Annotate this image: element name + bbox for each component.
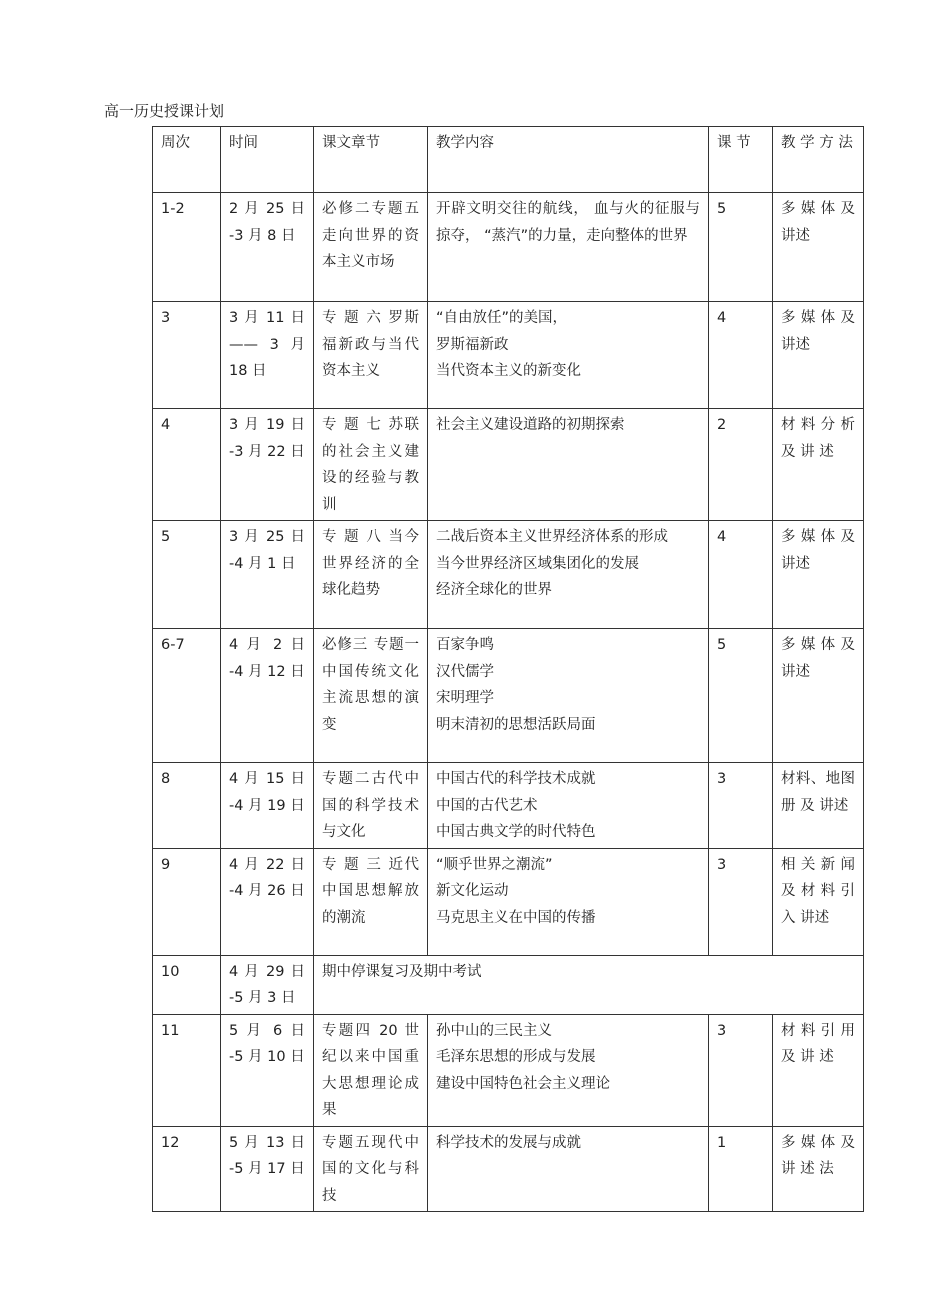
week-cell: 11: [153, 1014, 221, 1126]
header-row: [153, 127, 864, 193]
method-cell: 多 媒 体 及讲述: [773, 629, 864, 763]
chapter-cell: 专 题 六 罗斯福新政与当代资本主义: [314, 302, 428, 409]
content-line: 经济全球化的世界: [436, 582, 552, 598]
content-line: 中国古代的科学技术成就: [436, 771, 596, 787]
table-row: [153, 763, 864, 849]
content-line: 科学技术的发展与成就: [436, 1134, 581, 1151]
time-cell: 3 月 25 日 -4 月 1 日: [221, 521, 314, 629]
week-cell: 6-7: [153, 629, 221, 763]
chapter-cell: 专题四 20 世纪以来中国重大思想理论成果: [314, 1014, 428, 1126]
table-row: [153, 1126, 864, 1212]
content-line: 社会主义建设道路的初期探索: [436, 417, 625, 433]
time-cell: 5 月 6 日 -5 月 10 日: [221, 1014, 314, 1126]
table-row: [153, 409, 864, 521]
merged-cell: 期中停课复习及期中考试: [314, 955, 864, 1014]
week-cell: 9: [153, 848, 221, 955]
hours-cell: 3: [709, 763, 773, 849]
header-content: 教学内容: [428, 127, 709, 193]
week-cell: 10: [153, 955, 221, 1014]
chapter-cell: 专 题 七 苏联的社会主义建设的经验与教训: [314, 409, 428, 521]
hours-cell: 3: [709, 1014, 773, 1126]
chapter-cell: 必修二专题五走向世界的资本主义市场: [314, 193, 428, 302]
content-cell: [428, 629, 709, 763]
content-line: 宋明理学: [436, 690, 494, 706]
content-line: 开辟文明交往的航线， 血与火的征服与掠夺， “蒸汽”的力量，走向整体的世界: [436, 201, 700, 244]
method-cell: 材 料 引 用 及 讲 述: [773, 1014, 864, 1126]
week-cell: 3: [153, 302, 221, 409]
header-week: 周次: [153, 127, 221, 193]
chapter-cell: 专题二古代中国的科学技术与文化: [314, 763, 428, 849]
content-line: “顺乎世界之潮流”: [436, 856, 553, 873]
content-line: 当今世界经济区域集团化的发展: [436, 555, 639, 572]
week-cell: 5: [153, 521, 221, 629]
table-row: [153, 193, 864, 302]
content-line: 建设中国特色社会主义理论: [436, 1075, 610, 1092]
time-cell: 2 月 25 日 -3 月 8 日: [221, 193, 314, 302]
method-cell: 多 媒 体 及讲述: [773, 302, 864, 409]
content-line: 明末清初的思想活跃局面: [436, 716, 596, 733]
time-cell: 4 月 15 日 -4 月 19 日: [221, 763, 314, 849]
header-hours: 课 节: [709, 127, 773, 193]
time-cell: 5 月 13 日 -5 月 17 日: [221, 1126, 314, 1212]
week-cell: 4: [153, 409, 221, 521]
content-cell: [428, 848, 709, 955]
page-title: 高一历史授课计划: [104, 102, 225, 120]
hours-cell: 5: [709, 629, 773, 763]
hours-cell: 1: [709, 1126, 773, 1212]
chapter-cell: 专题五现代中国的文化与科技: [314, 1126, 428, 1212]
content-cell: [428, 763, 709, 849]
week-cell: 12: [153, 1126, 221, 1212]
content-line: 百家争鸣: [436, 637, 494, 653]
content-line: 中国的古代艺术: [436, 797, 538, 814]
chapter-cell: 专 题 八 当今世界经济的全球化趋势: [314, 521, 428, 629]
hours-cell: 2: [709, 409, 773, 521]
week-cell: 8: [153, 763, 221, 849]
time-cell: 3 月 11 日 —— 3 月 18 日: [221, 302, 314, 409]
content-line: 二战后资本主义世界经济体系的形成: [436, 529, 668, 545]
content-cell: [428, 1126, 709, 1212]
time-cell: 4 月 29 日 -5 月 3 日: [221, 955, 314, 1014]
content-line: 马克思主义在中国的传播: [436, 909, 596, 926]
method-cell: 材料、地图 册 及 讲述: [773, 763, 864, 849]
week-cell: 1-2: [153, 193, 221, 302]
time-cell: 4 月 22 日 -4 月 26 日: [221, 848, 314, 955]
content-line: 汉代儒学: [436, 663, 494, 680]
method-cell: 多 媒 体 及讲述: [773, 521, 864, 629]
chapter-cell: 专 题 三 近代中国思想解放的潮流: [314, 848, 428, 955]
header-chapter: 课文章节: [314, 127, 428, 193]
time-cell: 4 月 2 日 -4 月 12 日: [221, 629, 314, 763]
lesson-plan-table: [152, 126, 864, 1212]
method-cell: 材 料 分 析 及 讲 述: [773, 409, 864, 521]
content-line: “自由放任”的美国，: [436, 310, 568, 326]
table-row: [153, 1014, 864, 1126]
hours-cell: 5: [709, 193, 773, 302]
content-cell: [428, 302, 709, 409]
table-row: [153, 848, 864, 955]
content-line: 罗斯福新政: [436, 336, 509, 353]
content-line: 中国古典文学的时代特色: [436, 824, 596, 840]
content-line: 新文化运动: [436, 883, 509, 899]
content-line: 毛泽东思想的形成与发展: [436, 1049, 596, 1065]
table-row: [153, 302, 864, 409]
header-method: 教 学 方 法: [773, 127, 864, 193]
time-cell: 3 月 19 日 -3 月 22 日: [221, 409, 314, 521]
content-cell: [428, 409, 709, 521]
content-line: 孙中山的三民主义: [436, 1022, 552, 1039]
chapter-cell: 必修三 专题一中国传统文化主流思想的演变: [314, 629, 428, 763]
method-cell: 多 媒 体 及讲述: [773, 193, 864, 302]
hours-cell: 3: [709, 848, 773, 955]
header-time: 时间: [221, 127, 314, 193]
table-row: [153, 521, 864, 629]
content-cell: [428, 193, 709, 302]
content-line: 当代资本主义的新变化: [436, 363, 581, 379]
table-row: [153, 629, 864, 763]
method-cell: 多 媒 体 及 讲 述 法: [773, 1126, 864, 1212]
hours-cell: 4: [709, 521, 773, 629]
content-cell: [428, 1014, 709, 1126]
table-row: [153, 955, 864, 1014]
hours-cell: 4: [709, 302, 773, 409]
method-cell: 相 关 新 闻 及 材 料 引 入 讲述: [773, 848, 864, 955]
table-body: [153, 127, 864, 1212]
content-cell: [428, 521, 709, 629]
